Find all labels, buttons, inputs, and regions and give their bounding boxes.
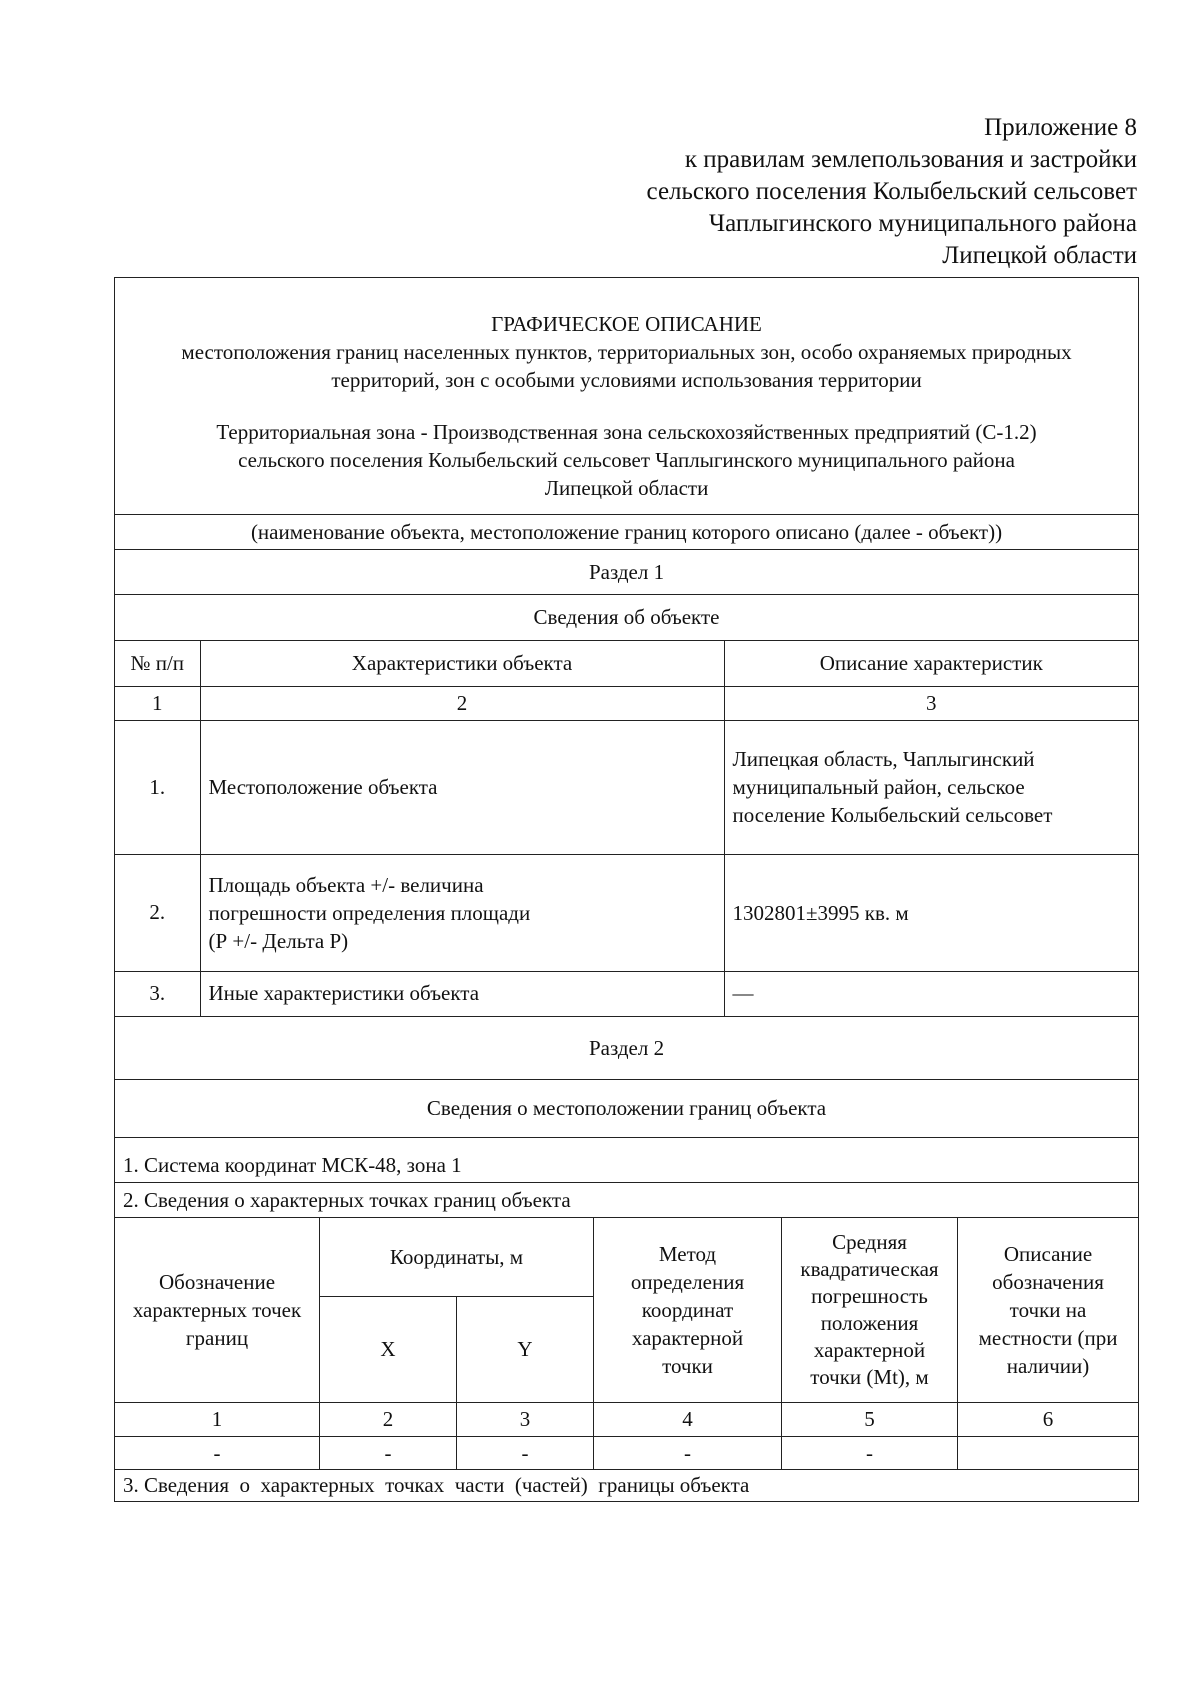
- cell-line: местности (при: [978, 1326, 1118, 1350]
- appendix-line: к правилам землепользования и застройки: [684, 146, 1137, 173]
- header-row: [115, 278, 1139, 515]
- col-header-characteristic: Характеристики объекта: [200, 641, 724, 686]
- section2-title: Раздел 2: [115, 1017, 1139, 1080]
- row-description: [724, 720, 1138, 854]
- col-header-y: Y: [457, 1297, 594, 1403]
- col-header-designation: [115, 1218, 320, 1403]
- points-title: 2. Сведения о характерных точках границ объекта: [115, 1183, 1139, 1218]
- cell-line: точки: [662, 1354, 713, 1378]
- section1-columns: [115, 641, 1138, 686]
- cell-line: Липецкая область, Чаплыгинский: [732, 747, 1035, 771]
- table-row: [115, 971, 1138, 1016]
- document-subtitle: территорий, зон с особыми условиями использования территории: [331, 368, 922, 392]
- table-cell: -: [457, 1437, 594, 1470]
- table-row: [115, 854, 1138, 971]
- section2-subtitle: Сведения о местоположении границ объекта: [115, 1080, 1139, 1138]
- parts-title: 3. Сведения о характерных точках части (частей) границы объекта: [115, 1470, 1139, 1502]
- table-row: [115, 720, 1138, 854]
- row-number: 1.: [115, 720, 200, 854]
- col-number: 2: [200, 686, 724, 720]
- object-caption: (наименование объекта, местоположение границ которого описано (далее - объект)): [115, 515, 1139, 550]
- col-header-method: [594, 1218, 782, 1403]
- cell-line: поселение Колыбельский сельсовет: [732, 803, 1053, 827]
- section1-header-row: [115, 641, 1139, 1017]
- parts-title-row: [115, 1470, 1139, 1502]
- cell-line: характерной: [813, 1338, 926, 1362]
- section2-subtitle-row: [115, 1080, 1139, 1138]
- col-header-point-description: [958, 1218, 1139, 1403]
- section1-table: [115, 641, 1138, 1016]
- table-cell: [958, 1437, 1139, 1470]
- col-header-x: X: [320, 1297, 457, 1403]
- cell-line: квадратическая: [800, 1257, 939, 1281]
- cell-line: Площадь объекта +/- величина: [208, 872, 484, 897]
- appendix-header: [647, 112, 1137, 272]
- zone-name: сельского поселения Колыбельский сельсовет Чаплыгинского муниципального района: [238, 448, 1015, 472]
- cell-line: Средняя: [832, 1230, 907, 1254]
- col-number: 1: [115, 1403, 320, 1437]
- object-caption-row: [115, 515, 1139, 550]
- col-number: 4: [594, 1403, 782, 1437]
- zone-name: Территориальная зона - Производственная зона сельскохозяйственных предприятий (С-1.2): [216, 420, 1037, 444]
- coord-system-row: [115, 1138, 1139, 1183]
- col-header-coords: Координаты, м: [320, 1218, 594, 1297]
- cell-line: Обозначение: [158, 1270, 276, 1294]
- col-header-error: [782, 1218, 958, 1403]
- row-number: 3.: [115, 971, 200, 1016]
- row-characteristic: [200, 854, 724, 971]
- col-header-num: № п/п: [115, 641, 200, 686]
- col-number: 1: [115, 686, 200, 720]
- cell-line: Иные характеристики объекта: [208, 981, 480, 1006]
- col-number: 3: [457, 1403, 594, 1437]
- col-number: 3: [724, 686, 1138, 720]
- col-number: 5: [782, 1403, 958, 1437]
- cell-line: наличии): [1006, 1354, 1090, 1378]
- appendix-line: сельского поселения Колыбельский сельсовет: [646, 178, 1137, 205]
- document-title: ГРАФИЧЕСКОЕ ОПИСАНИЕ: [491, 312, 762, 336]
- header-block: [115, 278, 1139, 515]
- row-description: [724, 971, 1138, 1016]
- section1-title: Раздел 1: [115, 550, 1139, 595]
- row-characteristic: [200, 971, 724, 1016]
- cell-line: Местоположение объекта: [208, 775, 438, 799]
- cell-line: Описание: [1003, 1242, 1093, 1266]
- cell-line: характерных точек: [132, 1298, 302, 1322]
- cell-line: определения: [630, 1270, 745, 1294]
- cell-line: муниципальный район, сельское: [732, 775, 1025, 799]
- table-cell: -: [782, 1437, 958, 1470]
- cell-line: (Р +/- Дельта Р): [208, 928, 349, 953]
- appendix-line: Чаплыгинского муниципального района: [708, 210, 1137, 237]
- cell-line: погрешности определения площади: [208, 900, 531, 925]
- table-cell: -: [115, 1437, 320, 1470]
- cell-line: —: [732, 981, 754, 1006]
- cell-line: точки (Mt), м: [810, 1365, 929, 1389]
- table-row: [115, 1437, 1139, 1470]
- cell-line: положения: [820, 1311, 919, 1335]
- cell-line: границ: [185, 1326, 249, 1350]
- cell-line: 1302801±3995 кв. м: [732, 900, 909, 925]
- cell-line: погрешность: [811, 1284, 928, 1308]
- table-cell: -: [594, 1437, 782, 1470]
- section1-subtitle-row: [115, 595, 1139, 641]
- cell-line: характерной: [631, 1326, 744, 1350]
- row-characteristic: [200, 720, 724, 854]
- col-number: 2: [320, 1403, 457, 1437]
- zone-name: Липецкой области: [544, 476, 709, 500]
- cell-line: точки на: [1009, 1298, 1087, 1322]
- appendix-line: Липецкой области: [942, 242, 1137, 269]
- col-number: 6: [958, 1403, 1139, 1437]
- points-column-numbers: [115, 1403, 1139, 1437]
- section1-subtitle: Сведения об объекте: [115, 595, 1139, 641]
- coord-system: 1. Система координат МСК-48, зона 1: [115, 1138, 1139, 1183]
- section1-column-numbers: [115, 686, 1138, 720]
- graphic-description-table: [114, 277, 1139, 1502]
- points-header-row: [115, 1218, 1139, 1297]
- cell-line: координат: [641, 1298, 734, 1322]
- row-number: 2.: [115, 854, 200, 971]
- cell-line: обозначения: [992, 1270, 1104, 1294]
- appendix-line: Приложение 8: [984, 114, 1137, 141]
- table-cell: -: [320, 1437, 457, 1470]
- col-header-description: Описание характеристик: [819, 650, 1043, 675]
- row-description: [724, 854, 1138, 971]
- document-subtitle: местоположения границ населенных пунктов, территориальных зон, особо охраняемых природных: [181, 340, 1072, 364]
- cell-line: Метод: [658, 1242, 717, 1266]
- section1-title-row: [115, 550, 1139, 595]
- section2-title-row: [115, 1017, 1139, 1080]
- points-title-row: [115, 1183, 1139, 1218]
